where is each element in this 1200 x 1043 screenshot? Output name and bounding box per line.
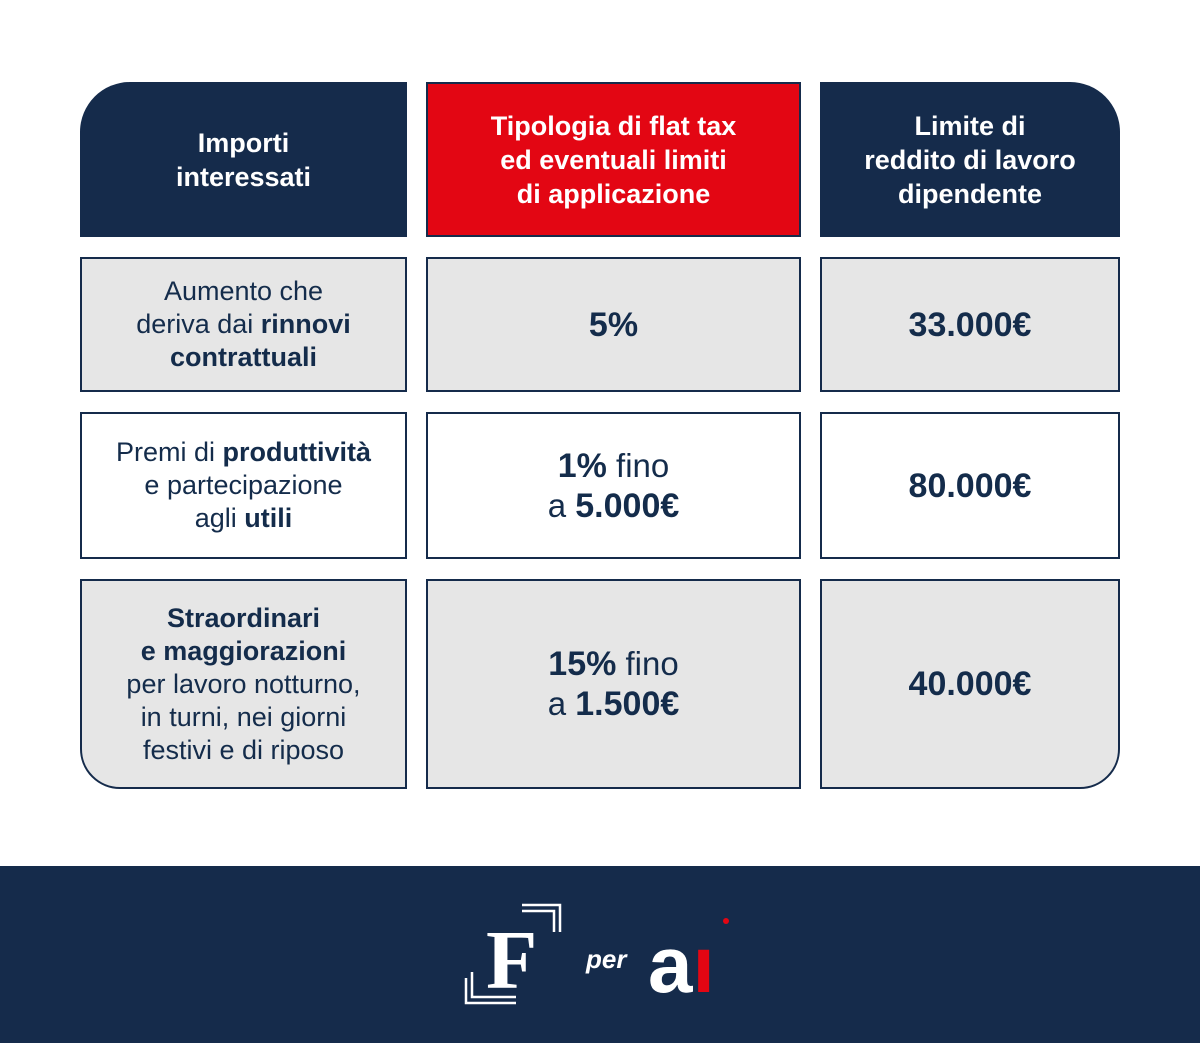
cell-line xyxy=(126,668,360,701)
cell-line xyxy=(164,275,323,308)
logo-word-per: per xyxy=(586,944,627,974)
cell-limite xyxy=(820,579,1120,789)
limit-value: 40.000€ xyxy=(908,665,1032,703)
bold-text: Straordinari xyxy=(166,602,321,633)
header-limite-reddito xyxy=(820,82,1120,237)
text: a xyxy=(547,685,576,722)
header-line: Limite di xyxy=(914,110,1026,141)
text: deriva dai xyxy=(136,309,261,339)
cell-line xyxy=(548,486,680,526)
limit-value: 80.000€ xyxy=(908,466,1032,505)
cell-flat-tax xyxy=(426,412,801,559)
cell-limite xyxy=(820,257,1120,392)
text: e partecipazione xyxy=(144,470,343,500)
cell-flat-tax xyxy=(426,257,801,392)
text: agli xyxy=(194,503,245,533)
bold-text: 1% xyxy=(557,446,607,485)
cell-line xyxy=(141,635,347,668)
cell-line xyxy=(558,446,670,486)
header-line: dipendente xyxy=(897,178,1042,209)
logo-letter-f: F xyxy=(486,914,538,1007)
header-line: ed eventuali limiti xyxy=(500,144,727,175)
bold-text: 1.500€ xyxy=(575,685,680,723)
cell-importo xyxy=(80,579,407,789)
logo-brand-ai xyxy=(648,920,715,1009)
bold-text: rinnovi xyxy=(260,309,351,339)
brand-logo xyxy=(460,900,750,1010)
logo-brand-a: a xyxy=(648,920,693,1009)
bold-text: 5% xyxy=(588,305,639,344)
bold-text: 15% xyxy=(548,645,617,683)
logo-brand-i: ı xyxy=(692,920,715,1009)
bold-text: contrattuali xyxy=(169,342,317,372)
cell-importo xyxy=(80,412,407,559)
text: fino xyxy=(616,645,679,682)
bold-text: 5.000€ xyxy=(575,486,680,525)
text: per lavoro notturno, xyxy=(126,668,361,699)
cell-limite xyxy=(820,412,1120,559)
text: fino xyxy=(606,446,670,484)
header-line: Tipologia di flat tax xyxy=(490,110,737,141)
cell-line xyxy=(548,644,678,684)
cell-line xyxy=(116,436,371,469)
bold-text: utili xyxy=(244,503,293,533)
limit-value: 33.000€ xyxy=(908,305,1032,344)
cell-line xyxy=(170,341,317,374)
header-importi-interessati xyxy=(80,82,407,237)
text: Aumento che xyxy=(163,276,324,306)
cell-line xyxy=(143,734,344,767)
cell-line xyxy=(548,684,680,724)
cell-line xyxy=(144,469,342,502)
cell-flat-tax xyxy=(426,579,801,789)
cell-line xyxy=(195,502,293,535)
text: in turni, nei giorni xyxy=(140,701,347,732)
text: a xyxy=(547,486,576,524)
cell-importo xyxy=(80,257,407,392)
bold-text: produttività xyxy=(222,437,372,467)
header-line: di applicazione xyxy=(516,178,711,209)
header-line: Importi xyxy=(197,127,290,158)
text: Premi di xyxy=(115,437,223,467)
logo-i-dot xyxy=(723,918,729,924)
header-line: interessati xyxy=(175,161,312,192)
header-tipologia-flat-tax xyxy=(426,82,801,237)
cell-line xyxy=(141,701,347,734)
cell-line xyxy=(167,602,320,635)
cell-line xyxy=(589,305,638,345)
cell-line xyxy=(136,308,351,341)
header-line: reddito di lavoro xyxy=(864,144,1076,175)
bold-text: e maggiorazioni xyxy=(140,635,347,666)
text: festivi e di riposo xyxy=(142,734,345,765)
